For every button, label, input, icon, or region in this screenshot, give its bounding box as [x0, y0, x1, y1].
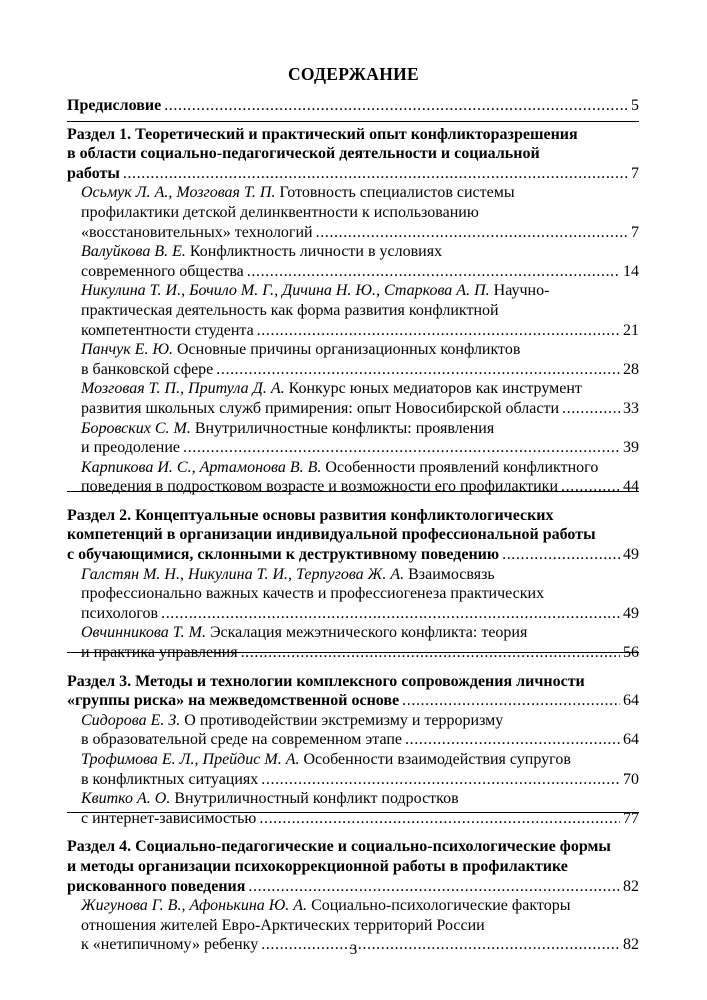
article-title: Конкурс юных медиаторов как инструмент [284, 380, 582, 398]
page-number-footer: 3 [349, 942, 358, 958]
toc-article[interactable] [67, 711, 639, 750]
article-authors: Квитко А. О. [81, 790, 171, 808]
entry-line: в конфликтных ситуациях [81, 770, 259, 788]
entry-line: в банковской сфере [81, 360, 214, 378]
toc-article[interactable] [67, 242, 639, 281]
toc-article[interactable] [67, 419, 639, 458]
divider [67, 812, 639, 813]
dot-leader [405, 730, 620, 750]
entry-line: и практика управления [81, 644, 238, 662]
toc-section-3[interactable] [67, 672, 639, 711]
page-number: 39 [623, 439, 639, 457]
article-authors: Валуйкова В. Е. [81, 243, 186, 261]
entry-line: и методы организации психокоррекционной работы в профилактике [67, 857, 568, 875]
page-number: 14 [623, 262, 639, 280]
entry-line: рискованного поведения [67, 877, 246, 895]
entry-line: Раздел 1. Теоретический и практический опыт конфликторазрешения [67, 125, 578, 143]
dot-leader [562, 399, 620, 419]
entry-line: работы [67, 164, 120, 182]
dot-leader [161, 604, 620, 624]
page-number: 64 [623, 731, 639, 749]
dot-leader [261, 770, 620, 790]
page-number: 44 [623, 478, 639, 496]
divider [67, 491, 639, 492]
article-title: Научно- [489, 282, 550, 300]
divider [67, 121, 639, 122]
entry-line: развития школьных служб примирения: опыт Новосибирской области [81, 399, 559, 417]
article-authors: Никулина Т. И., Бочило М. Г., Дичина Н. Ю., Старкова А. П. [81, 282, 490, 300]
article-authors: Осьмук Л. А., Мозговая Т. П. [81, 184, 276, 202]
article-title: Готовность специалистов системы [275, 184, 515, 202]
entry-line: с обучающимися, склонными к деструктивному поведению [67, 546, 500, 564]
page-number: 64 [623, 692, 639, 710]
dot-leader [216, 360, 620, 380]
dot-leader [164, 96, 628, 116]
entry-line: поведения в подростковом возрасте и возможности его профилактики [81, 478, 559, 496]
dot-leader [257, 321, 620, 341]
entry-line: психологов [81, 604, 159, 622]
article-authors: Боровских С. М. [81, 419, 191, 437]
toc-article[interactable] [67, 750, 639, 789]
toc-title: СОДЕРЖАНИЕ [287, 64, 419, 84]
toc-article[interactable] [67, 340, 639, 379]
toc-article[interactable] [67, 623, 639, 662]
article-authors: Жигунова Г. В., Афонькина Ю. А. [81, 897, 308, 915]
page-number: 77 [623, 809, 639, 827]
dot-leader [561, 477, 620, 497]
page-number: 56 [623, 644, 639, 662]
page-number: 70 [623, 770, 639, 788]
page-number: 49 [623, 546, 639, 564]
article-title: Взаимосвязь [404, 565, 495, 583]
article-authors: Панчук Е. Ю. [81, 341, 173, 359]
toc-article[interactable] [67, 281, 639, 340]
article-title: Внутриличностный конфликт подростков [170, 790, 459, 808]
entry-line: Раздел 4. Социально-педагогические и социально-психологические формы [67, 838, 611, 856]
toc-section-4[interactable] [67, 837, 639, 896]
page-number: 49 [623, 604, 639, 622]
article-title: Особенности проявлений конфликтного [321, 458, 599, 476]
page-number: 21 [623, 321, 639, 339]
toc-entry-preface[interactable] [67, 96, 639, 116]
entry-line: в области социально-педагогической деятельности и социальной [67, 145, 540, 163]
table-of-contents [67, 96, 639, 955]
dot-leader [123, 164, 628, 184]
entry-line: профессионально важных качеств и профессиогенеза практических [81, 585, 545, 603]
toc-section-2[interactable] [67, 506, 639, 565]
article-authors: Овчинникова Т. М. [81, 624, 206, 642]
toc-article[interactable] [67, 565, 639, 624]
dot-leader [183, 438, 620, 458]
entry-line: к «нетипичному» ребенку [81, 936, 259, 954]
entry-line: в образовательной среде на современном этапе [81, 731, 402, 749]
entry-line: современного общества [81, 262, 244, 280]
page-number: 82 [623, 936, 639, 954]
toc-article[interactable] [67, 379, 639, 418]
page-number: 82 [623, 877, 639, 895]
page-number: 7 [631, 223, 639, 241]
toc-article[interactable] [67, 183, 639, 242]
entry-line: компетентности студента [81, 321, 254, 339]
dot-leader [502, 545, 620, 565]
entry-text: Предисловие [67, 97, 162, 114]
article-title: Внутриличностные конфликты: проявления [190, 419, 495, 437]
article-authors: Карпикова И. С., Артамонова В. В. [81, 458, 322, 476]
dot-leader [247, 262, 620, 282]
article-authors: Галстян М. Н., Никулина Т. И., Терпугова Ж. А. [81, 565, 405, 583]
article-title: Особенности взаимодействия супругов [299, 751, 571, 768]
article-title: Социально-психологические факторы [307, 897, 571, 915]
entry-line: Раздел 3. Методы и технологии комплексного сопровождения личности [67, 672, 585, 690]
dot-leader [402, 691, 620, 711]
entry-line: и преодоление [81, 439, 181, 457]
entry-line: профилактики детской делинквентности к использованию [81, 203, 479, 221]
entry-line: практическая деятельность как форма развития конфликтной [81, 301, 499, 319]
entry-line: отношения жителей Евро-Арктических территорий России [81, 916, 485, 934]
page-number: 7 [631, 164, 639, 182]
article-title: Основные причины организационных конфликтов [173, 341, 521, 359]
toc-article[interactable] [67, 789, 639, 828]
article-authors: Мозговая Т. П., Притула Д. А. [81, 380, 285, 398]
entry-line: «восстановительных» технологий [81, 223, 313, 241]
article-title: О противодействии экстремизму и терроризму [180, 711, 504, 729]
divider [67, 652, 639, 653]
toc-section-1[interactable] [67, 125, 639, 184]
entry-line: с интернет-зависимостью [81, 809, 257, 827]
page-number: 5 [631, 97, 639, 114]
page-number: 33 [623, 399, 639, 417]
article-title: Конфликтность личности в условиях [185, 243, 443, 261]
dot-leader [248, 877, 620, 897]
article-title: Эскалация межэтнического конфликта: теория [205, 624, 528, 642]
entry-line: «группы риска» на межведомственной основе [67, 692, 400, 710]
page-number: 28 [623, 360, 639, 378]
dot-leader [316, 223, 628, 243]
entry-line: Раздел 2. Концептуальные основы развития конфликтологических [67, 506, 554, 524]
article-authors: Сидорова Е. З. [81, 711, 181, 729]
article-authors: Трофимова Е. Л., Прейдис М. А. [81, 751, 300, 768]
entry-line: компетенций в организации индивидуальной профессиональной работы [67, 526, 596, 544]
